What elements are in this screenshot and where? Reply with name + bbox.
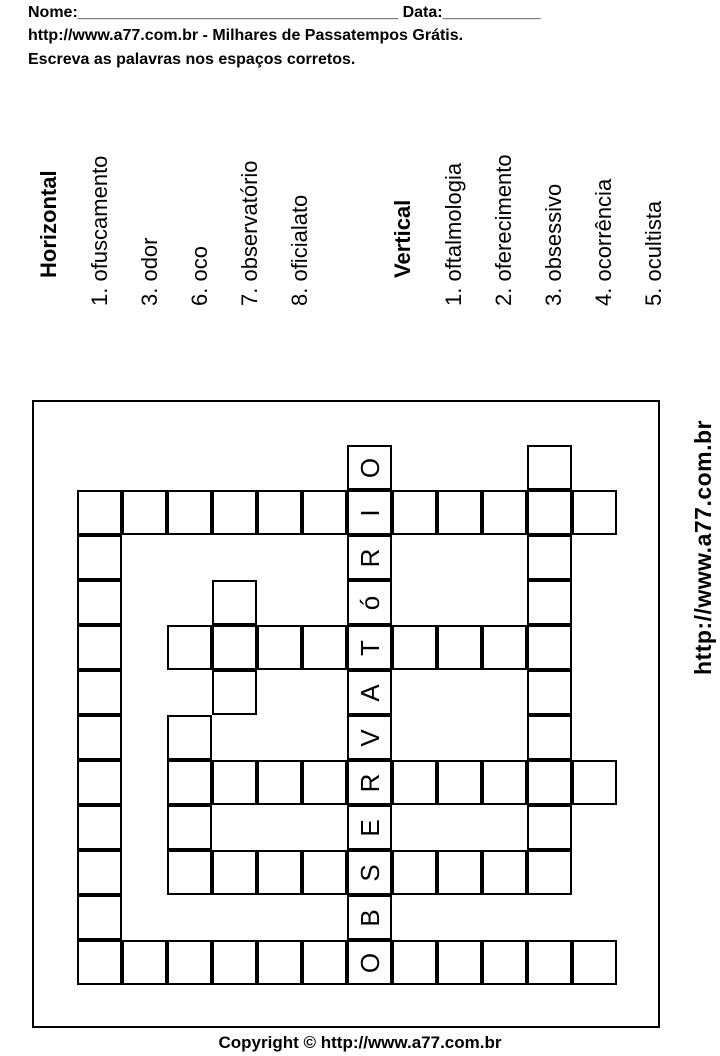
instruction-line: Escreva as palavras nos espaços corretos. <box>28 51 356 68</box>
horizontal-clues-title: Horizontal <box>36 170 61 278</box>
site-url-line: http://www.a77.com.br - Milhares de Passatempos Grátis. <box>28 27 464 44</box>
vertical-clues-title: Vertical <box>390 199 415 278</box>
grid-cell[interactable] <box>257 760 302 805</box>
grid-cell[interactable] <box>437 490 482 535</box>
grid-cell[interactable] <box>482 760 527 805</box>
grid-cell[interactable] <box>77 580 122 625</box>
grid-letter: ó <box>354 595 385 610</box>
grid-cell[interactable] <box>392 625 437 670</box>
grid-letter: I <box>354 508 385 517</box>
grid-cell[interactable] <box>212 850 257 895</box>
grid-cell[interactable] <box>122 940 167 985</box>
grid-letter: R <box>354 548 385 567</box>
side-url: http://www.a77.com.br <box>690 419 716 675</box>
vertical-clue: 4. ocorrência <box>591 178 616 306</box>
grid-cell[interactable] <box>212 940 257 985</box>
vertical-clue: 3. obsessivo <box>541 183 566 306</box>
grid-letter: O <box>354 457 385 478</box>
grid-cell[interactable] <box>347 940 392 985</box>
grid-letter: O <box>354 952 385 973</box>
grid-cell[interactable] <box>257 625 302 670</box>
grid-cell[interactable] <box>77 670 122 715</box>
grid-cell[interactable] <box>437 850 482 895</box>
horizontal-clue: 6. oco <box>187 246 212 306</box>
grid-cell[interactable] <box>437 625 482 670</box>
grid-cell[interactable] <box>527 760 572 805</box>
grid-cell[interactable] <box>77 625 122 670</box>
grid-cell[interactable] <box>77 490 122 535</box>
grid-cell[interactable] <box>212 670 257 715</box>
grid-cell[interactable] <box>167 625 212 670</box>
grid-cell[interactable] <box>212 625 257 670</box>
horizontal-clue: 7. observatório <box>237 160 262 306</box>
grid-cell[interactable] <box>482 850 527 895</box>
grid-cell[interactable] <box>257 490 302 535</box>
grid-cell[interactable] <box>527 940 572 985</box>
grid-cell[interactable] <box>257 850 302 895</box>
grid-cell[interactable] <box>167 715 212 760</box>
grid-cell[interactable] <box>572 760 617 805</box>
grid-cell[interactable] <box>167 850 212 895</box>
vertical-clue: 2. oferecimento <box>491 154 516 306</box>
grid-cell[interactable] <box>302 760 347 805</box>
grid-cell[interactable] <box>392 940 437 985</box>
horizontal-clue: 3. odor <box>137 237 162 306</box>
horizontal-clue: 8. oficialato <box>287 194 312 306</box>
grid-cell[interactable] <box>347 715 392 760</box>
grid-cell[interactable] <box>167 760 212 805</box>
grid-cell[interactable] <box>347 895 392 940</box>
copyright: Copyright © http://www.a77.com.br <box>218 1033 502 1052</box>
grid-letter: B <box>354 908 385 927</box>
grid-cell[interactable] <box>77 805 122 850</box>
horizontal-clue: 1. ofuscamento <box>87 155 112 306</box>
grid-letter: A <box>354 683 385 702</box>
grid-cell[interactable] <box>347 670 392 715</box>
grid-cell[interactable] <box>167 490 212 535</box>
name-date-line: Nome:____________________________________ Data:___________ <box>28 4 541 21</box>
grid-cell[interactable] <box>77 760 122 805</box>
grid-cell[interactable] <box>167 940 212 985</box>
grid-cell[interactable] <box>302 490 347 535</box>
grid-cell[interactable] <box>437 760 482 805</box>
grid-cell[interactable] <box>527 670 572 715</box>
grid-cell[interactable] <box>527 805 572 850</box>
grid-cell[interactable] <box>527 535 572 580</box>
grid-cell[interactable] <box>527 850 572 895</box>
grid-cell[interactable] <box>302 850 347 895</box>
grid-cell[interactable] <box>77 715 122 760</box>
vertical-clue: 5. ocultista <box>641 200 666 306</box>
grid-cell[interactable] <box>527 580 572 625</box>
grid-cell[interactable] <box>572 940 617 985</box>
grid-cell[interactable] <box>212 580 257 625</box>
grid-cell[interactable] <box>527 715 572 760</box>
grid-cell[interactable] <box>347 445 392 490</box>
grid-cell[interactable] <box>257 940 302 985</box>
grid-cell[interactable] <box>347 805 392 850</box>
grid-cell[interactable] <box>77 895 122 940</box>
grid-letter: E <box>354 818 385 837</box>
grid-cell[interactable] <box>302 625 347 670</box>
grid-letter: S <box>354 863 385 882</box>
grid-cell[interactable] <box>347 535 392 580</box>
grid-cell[interactable] <box>527 445 572 490</box>
grid-cell[interactable] <box>122 490 167 535</box>
grid-cell[interactable] <box>482 625 527 670</box>
vertical-clue: 1. oftalmologia <box>441 162 466 306</box>
grid-cell[interactable] <box>302 940 347 985</box>
grid-cell[interactable] <box>572 490 617 535</box>
grid-cell[interactable] <box>527 625 572 670</box>
grid-cell[interactable] <box>482 490 527 535</box>
grid-cell[interactable] <box>392 490 437 535</box>
grid-cell[interactable] <box>212 490 257 535</box>
grid-cell[interactable] <box>77 940 122 985</box>
grid-cell[interactable] <box>167 805 212 850</box>
grid-cell[interactable] <box>392 850 437 895</box>
grid-cell[interactable] <box>527 490 572 535</box>
grid-cell[interactable] <box>347 850 392 895</box>
grid-cell[interactable] <box>347 580 392 625</box>
grid-cell[interactable] <box>347 760 392 805</box>
grid-cell[interactable] <box>482 940 527 985</box>
grid-cell[interactable] <box>347 625 392 670</box>
grid-cell[interactable] <box>347 490 392 535</box>
grid-letter: T <box>354 639 385 656</box>
grid-letter: V <box>354 728 385 747</box>
grid-cell[interactable] <box>392 760 437 805</box>
grid-cell[interactable] <box>212 760 257 805</box>
grid-letter: R <box>354 773 385 792</box>
grid-cell[interactable] <box>77 850 122 895</box>
grid-cell[interactable] <box>77 535 122 580</box>
grid-cell[interactable] <box>437 940 482 985</box>
